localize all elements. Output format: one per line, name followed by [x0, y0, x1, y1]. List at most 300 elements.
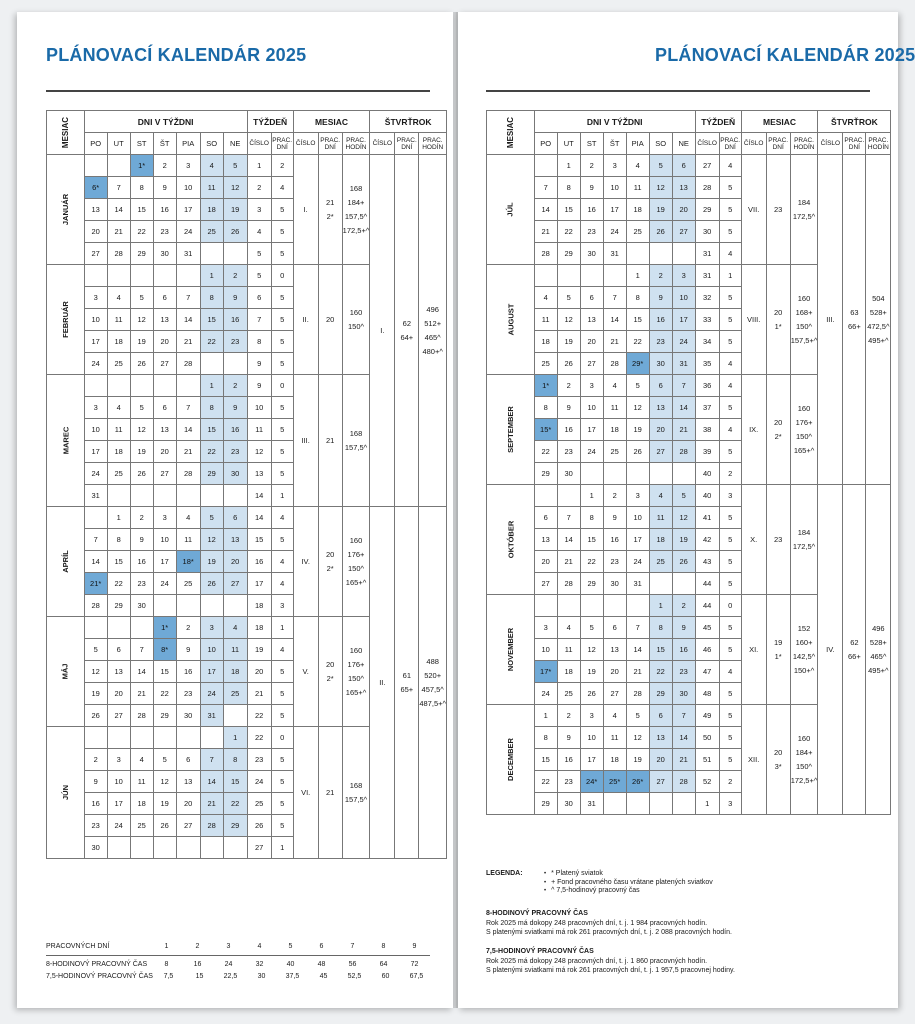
month-number-header: ČÍSLO: [741, 133, 766, 155]
week-number-cell: 41: [695, 507, 719, 529]
day-cell: 18: [626, 199, 649, 221]
work-table-value: 16: [193, 960, 202, 968]
week-workdays-cell: 5: [719, 749, 741, 771]
day-cell: 3: [534, 617, 557, 639]
week-workdays-cell: 5: [271, 705, 293, 727]
day-cell: 30: [223, 463, 247, 485]
month-name-cell: [487, 375, 535, 485]
month-name: DECEMBER: [505, 738, 515, 781]
week-workdays-cell: 1: [271, 837, 293, 859]
week-number-cell: 27: [247, 837, 271, 859]
day-cell: [153, 595, 176, 617]
work-table-value: 6: [319, 942, 324, 950]
day-cell: 5: [672, 485, 695, 507]
day-cell: 2: [603, 485, 626, 507]
week-workdays-cell: 5: [719, 573, 741, 595]
week-workdays-cell: 5: [719, 617, 741, 639]
day-cell: 8: [557, 177, 580, 199]
week-number-cell: 52: [695, 771, 719, 793]
day-cell: 1*: [130, 155, 153, 177]
quarter-hours-cell: 504 528+ 472,5^ 495+^: [866, 155, 891, 485]
day-cell: 17: [200, 661, 223, 683]
weekday-header: PIA: [176, 133, 200, 155]
quarter-number-cell: III.: [818, 155, 843, 485]
month-name: JANUÁR: [60, 193, 70, 226]
day-cell: 12: [626, 397, 649, 419]
day-cell: 14: [107, 199, 130, 221]
week-number-cell: 25: [247, 793, 271, 815]
day-cell: 23: [223, 441, 247, 463]
day-cell: 24*: [580, 771, 603, 793]
day-cell: 6: [649, 375, 672, 397]
day-cell: 2: [649, 265, 672, 287]
day-cell: 15: [580, 529, 603, 551]
month-hours-cell: 168 157,5^: [342, 727, 370, 859]
work-hours-table: [46, 940, 430, 982]
day-cell: 3: [84, 397, 107, 419]
week-workdays-cell: 5: [271, 243, 293, 265]
day-cell: 12: [672, 507, 695, 529]
week-number-cell: 17: [247, 573, 271, 595]
week-workdays-cell: 4: [271, 177, 293, 199]
week-workdays-cell: 4: [719, 419, 741, 441]
day-cell: 27: [534, 573, 557, 595]
day-cell: 31: [200, 705, 223, 727]
day-cell: 24: [200, 683, 223, 705]
month-group-header: MESIAC: [293, 111, 370, 133]
day-cell: 9: [130, 529, 153, 551]
month-workdays-cell: 20 2*: [318, 507, 342, 617]
day-cell: 7: [603, 287, 626, 309]
day-cell: 23: [223, 331, 247, 353]
week-number-cell: 20: [247, 661, 271, 683]
work-table-value: 22,5: [223, 972, 238, 980]
week-number-cell: 24: [247, 771, 271, 793]
day-cell: [130, 485, 153, 507]
day-cell: 26: [130, 463, 153, 485]
day-cell: 28: [626, 683, 649, 705]
day-cell: 24: [534, 683, 557, 705]
day-cell: 31: [84, 485, 107, 507]
work-table-value: 4: [257, 942, 262, 950]
day-cell: 7: [626, 617, 649, 639]
month-name-cell: [47, 617, 85, 727]
day-cell: 6: [176, 749, 200, 771]
week-number-cell: 47: [695, 661, 719, 683]
day-cell: 25: [649, 551, 672, 573]
week-workdays-cell: 5: [719, 551, 741, 573]
day-cell: 28: [672, 771, 695, 793]
day-cell: 3: [153, 507, 176, 529]
month-name: APRÍL: [60, 550, 70, 573]
weekday-header: PIA: [626, 133, 649, 155]
day-cell: 21: [176, 441, 200, 463]
week-workdays-cell: 3: [271, 595, 293, 617]
day-cell: 6*: [84, 177, 107, 199]
week-workdays-cell: 4: [719, 375, 741, 397]
month-workdays-header: PRAC. DNÍ: [766, 133, 790, 155]
work-table-value: 8: [381, 942, 386, 950]
day-cell: 12: [130, 309, 153, 331]
day-cell: 12: [649, 177, 672, 199]
week-workdays-cell: 5: [719, 705, 741, 727]
day-cell: 26: [153, 815, 176, 837]
day-cell: 22: [649, 661, 672, 683]
day-cell: 17: [672, 309, 695, 331]
week-number-cell: 11: [247, 419, 271, 441]
day-cell: 24: [84, 463, 107, 485]
day-cell: 5: [223, 155, 247, 177]
quarter-group-header: ŠTVRŤROK: [370, 111, 447, 133]
work-table-value: 15: [195, 972, 204, 980]
week-number-cell: 5: [247, 243, 271, 265]
day-cell: [107, 837, 130, 859]
day-cell: 13: [107, 661, 130, 683]
day-cell: 9: [603, 507, 626, 529]
day-cell: 17: [84, 441, 107, 463]
day-cell: 11: [223, 639, 247, 661]
day-cell: 10: [626, 507, 649, 529]
day-cell: 26: [130, 353, 153, 375]
day-cell: [223, 705, 247, 727]
day-cell: [672, 793, 695, 815]
day-cell: 1: [200, 265, 223, 287]
day-cell: 6: [603, 617, 626, 639]
day-cell: 2: [557, 705, 580, 727]
day-cell: 28: [176, 463, 200, 485]
day-cell: 9: [223, 397, 247, 419]
week-workdays-cell: 4: [719, 155, 741, 177]
month-workdays-header: PRAC. DNÍ: [318, 133, 342, 155]
week-number-cell: 8: [247, 331, 271, 353]
day-cell: 11: [603, 397, 626, 419]
week-number-cell: 12: [247, 441, 271, 463]
week-workdays-cell: 0: [271, 727, 293, 749]
day-cell: 11: [107, 309, 130, 331]
month-workdays-cell: 20 3*: [766, 705, 790, 815]
day-cell: 26*: [626, 771, 649, 793]
day-cell: 22: [534, 441, 557, 463]
month-hours-header: PRAC. HODÍN: [790, 133, 818, 155]
legend-title: LEGENDA:: [486, 870, 523, 877]
day-cell: [176, 595, 200, 617]
day-cell: 28: [534, 243, 557, 265]
week-number-cell: 35: [695, 353, 719, 375]
day-cell: 15: [200, 309, 223, 331]
day-cell: [153, 837, 176, 859]
week-number-cell: 48: [695, 683, 719, 705]
day-cell: [130, 617, 153, 639]
month-number-cell: VI.: [293, 727, 318, 859]
day-cell: 11: [107, 419, 130, 441]
day-cell: [84, 507, 107, 529]
weekday-group-header: DNI V TÝŽDNI: [534, 111, 695, 133]
week-workdays-cell: 5: [271, 793, 293, 815]
week-workdays-cell: 5: [719, 331, 741, 353]
day-cell: 30: [580, 243, 603, 265]
day-cell: 29: [649, 683, 672, 705]
day-cell: 16: [557, 419, 580, 441]
day-cell: 10: [580, 397, 603, 419]
day-cell: 23: [580, 221, 603, 243]
month-hours-cell: 160 150^: [342, 265, 370, 375]
day-cell: [672, 243, 695, 265]
day-cell: 11: [534, 309, 557, 331]
day-cell: 27: [153, 463, 176, 485]
month-name: JÚN: [60, 784, 70, 801]
week-workdays-header: PRAC. DNÍ: [719, 133, 741, 155]
week-workdays-cell: 2: [719, 771, 741, 793]
day-cell: [176, 375, 200, 397]
day-cell: 26: [672, 551, 695, 573]
month-name: JÚL: [505, 202, 515, 217]
day-cell: [603, 463, 626, 485]
week-number-cell: 21: [247, 683, 271, 705]
week-number-cell: 14: [247, 485, 271, 507]
day-cell: 6: [672, 155, 695, 177]
day-cell: 20: [153, 331, 176, 353]
left-page: [17, 12, 453, 1008]
day-cell: 22: [200, 331, 223, 353]
week-number-cell: 43: [695, 551, 719, 573]
day-cell: 19: [626, 749, 649, 771]
week-workdays-cell: 5: [271, 529, 293, 551]
week-number-cell: 16: [247, 551, 271, 573]
quarter-workdays-cell: 62 66+: [843, 485, 866, 815]
day-cell: 15: [626, 309, 649, 331]
month-column-header-label: MESIAC: [505, 116, 515, 149]
day-cell: 29: [153, 705, 176, 727]
week-number-cell: 45: [695, 617, 719, 639]
month-hours-cell: 168 184+ 157,5^ 172,5+^: [342, 155, 370, 265]
day-cell: 24: [153, 573, 176, 595]
day-cell: 15: [649, 639, 672, 661]
week-number-cell: 31: [695, 243, 719, 265]
week-workdays-cell: 5: [719, 441, 741, 463]
day-cell: 10: [153, 529, 176, 551]
day-cell: [176, 485, 200, 507]
day-cell: 10: [107, 771, 130, 793]
day-cell: 21: [130, 683, 153, 705]
day-cell: 30: [672, 683, 695, 705]
quarter-number-header: ČÍSLO: [818, 133, 843, 155]
week-number-cell: 1: [247, 155, 271, 177]
week-number-cell: 28: [695, 177, 719, 199]
day-cell: [84, 375, 107, 397]
week-workdays-cell: 1: [719, 265, 741, 287]
day-cell: 5: [130, 287, 153, 309]
day-cell: [223, 485, 247, 507]
quarter-workdays-header: PRAC. DNÍ: [395, 133, 419, 155]
day-cell: 7: [130, 639, 153, 661]
day-cell: 7: [84, 529, 107, 551]
day-cell: 3: [176, 155, 200, 177]
day-cell: 17: [153, 551, 176, 573]
weekday-header: UT: [557, 133, 580, 155]
month-name-cell: [47, 375, 85, 507]
day-cell: 9: [84, 771, 107, 793]
day-cell: 2: [672, 595, 695, 617]
day-cell: [626, 243, 649, 265]
weekday-header: NE: [223, 133, 247, 155]
day-cell: 13: [649, 727, 672, 749]
day-cell: 1*: [534, 375, 557, 397]
day-cell: 15: [153, 661, 176, 683]
day-cell: 4: [107, 287, 130, 309]
week-workdays-cell: 5: [719, 177, 741, 199]
day-cell: 14: [176, 419, 200, 441]
day-cell: 20: [580, 331, 603, 353]
day-cell: [649, 793, 672, 815]
day-cell: [534, 265, 557, 287]
day-cell: [223, 243, 247, 265]
day-cell: 14: [130, 661, 153, 683]
day-cell: 31: [580, 793, 603, 815]
day-cell: 5: [626, 705, 649, 727]
weekday-header: SO: [649, 133, 672, 155]
seven-half-hour-values: [153, 973, 432, 980]
day-cell: 13: [672, 177, 695, 199]
quarter-hours-header: PRAC. HODÍN: [866, 133, 891, 155]
week-workdays-cell: 3: [719, 485, 741, 507]
day-cell: 19: [130, 331, 153, 353]
day-cell: 16: [672, 639, 695, 661]
day-cell: 18: [557, 661, 580, 683]
week-number-header: ČÍSLO: [247, 133, 271, 155]
month-name: NOVEMBER: [505, 627, 515, 672]
day-cell: 1: [534, 705, 557, 727]
seven-half-hour-row: [46, 970, 430, 982]
day-cell: 5: [84, 639, 107, 661]
day-cell: 3: [626, 485, 649, 507]
week-workdays-cell: 5: [271, 221, 293, 243]
week-workdays-cell: 5: [271, 353, 293, 375]
month-workdays-cell: 20 2*: [766, 375, 790, 485]
week-workdays-cell: 5: [271, 419, 293, 441]
day-cell: 5: [200, 507, 223, 529]
day-cell: 21: [200, 793, 223, 815]
day-cell: 21: [176, 331, 200, 353]
week-workdays-cell: 5: [271, 397, 293, 419]
day-cell: 29: [557, 243, 580, 265]
week-workdays-cell: 5: [271, 441, 293, 463]
day-cell: 21: [672, 749, 695, 771]
work-table-value: 72: [410, 960, 419, 968]
week-workdays-cell: 5: [271, 199, 293, 221]
month-name-cell: [47, 727, 85, 859]
week-number-cell: 15: [247, 529, 271, 551]
day-cell: 8: [223, 749, 247, 771]
day-cell: 8: [534, 727, 557, 749]
day-cell: 3: [580, 705, 603, 727]
week-row: [47, 507, 447, 529]
day-cell: 12: [626, 727, 649, 749]
week-number-cell: 9: [247, 353, 271, 375]
day-cell: 4: [649, 485, 672, 507]
month-workdays-cell: 20: [318, 265, 342, 375]
day-cell: 11: [603, 727, 626, 749]
day-cell: 3: [107, 749, 130, 771]
week-workdays-cell: 4: [271, 507, 293, 529]
day-cell: 12: [153, 771, 176, 793]
day-cell: [107, 265, 130, 287]
week-number-cell: 10: [247, 397, 271, 419]
work-table-divider: [46, 955, 430, 956]
quarter-hours-cell: 496 528+ 465^ 495+^: [866, 485, 891, 815]
day-cell: 10: [534, 639, 557, 661]
day-cell: 22: [130, 221, 153, 243]
day-cell: 28: [130, 705, 153, 727]
day-cell: 1: [649, 595, 672, 617]
day-cell: 28: [84, 595, 107, 617]
day-cell: [580, 265, 603, 287]
week-number-cell: 27: [695, 155, 719, 177]
eight-hour-heading: 8-HODINOVÝ PRACOVNÝ ČAS: [486, 910, 588, 917]
week-number-cell: 39: [695, 441, 719, 463]
day-cell: 7: [672, 705, 695, 727]
day-cell: 13: [534, 529, 557, 551]
day-cell: 9: [580, 177, 603, 199]
day-cell: 16: [153, 199, 176, 221]
day-cell: 27: [153, 353, 176, 375]
month-number-cell: I.: [293, 155, 318, 265]
day-cell: 29: [534, 463, 557, 485]
day-cell: 4: [176, 507, 200, 529]
day-cell: 26: [200, 573, 223, 595]
weekday-header: ŠT: [153, 133, 176, 155]
week-workdays-cell: 5: [719, 199, 741, 221]
seven-half-hour-text: Rok 2025 má dokopy 248 pracovných dní, t. j. 1 860 pracovných hodín.: [486, 957, 708, 965]
week-number-cell: 4: [247, 221, 271, 243]
day-cell: 27: [649, 441, 672, 463]
work-table-value: 24: [224, 960, 233, 968]
work-table-value: 60: [381, 972, 390, 980]
day-cell: 23: [649, 331, 672, 353]
work-table-value: 32: [255, 960, 264, 968]
day-cell: 30: [649, 353, 672, 375]
day-cell: 4: [130, 749, 153, 771]
day-cell: 2: [130, 507, 153, 529]
quarter-workdays-cell: 61 65+: [395, 507, 419, 859]
day-cell: [223, 837, 247, 859]
week-number-cell: 49: [695, 705, 719, 727]
week-number-cell: 37: [695, 397, 719, 419]
month-name: MAREC: [60, 426, 70, 455]
day-cell: 16: [603, 529, 626, 551]
day-cell: [534, 155, 557, 177]
week-workdays-cell: 0: [719, 595, 741, 617]
quarter-number-cell: I.: [370, 155, 395, 507]
eight-hour-text: S platenými sviatkami má rok 261 pracovných dní, t. j. 2 088 pracovných hodín.: [486, 928, 732, 936]
quarter-group-header: ŠTVRŤROK: [818, 111, 891, 133]
eight-hour-text: Rok 2025 má dokopy 248 pracovných dní, t. j. 1 984 pracovných hodín.: [486, 919, 708, 927]
day-cell: 27: [580, 353, 603, 375]
day-cell: 23: [153, 221, 176, 243]
day-cell: 14: [176, 309, 200, 331]
week-number-cell: 42: [695, 529, 719, 551]
day-cell: 8: [649, 617, 672, 639]
month-name-cell: [487, 265, 535, 375]
day-cell: [557, 595, 580, 617]
day-cell: 2: [223, 375, 247, 397]
day-cell: 3: [200, 617, 223, 639]
day-cell: 23: [672, 661, 695, 683]
day-cell: 20: [672, 199, 695, 221]
seven-half-hour-label: 7,5-HODINOVÝ PRACOVNÝ ČAS: [46, 972, 153, 980]
day-cell: 2: [153, 155, 176, 177]
day-cell: 30: [130, 595, 153, 617]
week-number-cell: 3: [247, 199, 271, 221]
